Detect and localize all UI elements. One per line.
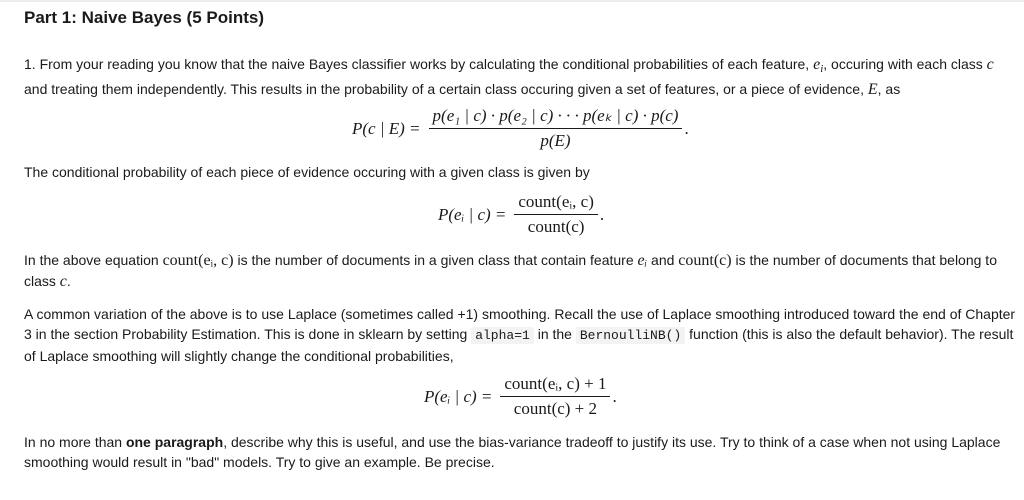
eq1-numerator: p(e₁ | c) · p(e₂ | c) · · · p(eₖ | c) · p(c) (432, 106, 679, 125)
definition-text-b: is the number of documents in a given class that contain feature (233, 252, 638, 268)
eq2-end: . (599, 204, 605, 224)
eq3-fraction (500, 374, 610, 419)
laplace-text-b: in the (533, 326, 576, 342)
eq2-denominator: count(c) (527, 217, 585, 236)
feature-symbol: $e_i$ (813, 56, 824, 75)
top-border (0, 0, 1024, 2)
prompt-text-a: In no more than (24, 434, 126, 450)
intro-text-d: , as (877, 81, 901, 97)
count-feature-class: count(eᵢ, c) (162, 252, 234, 269)
intro-text-b: , occuring with each class (823, 56, 987, 72)
eq3-lhs: P(eᵢ | c) = (424, 386, 493, 406)
conditional-equation (438, 192, 604, 237)
bayes-equation (352, 106, 689, 151)
definition-paragraph (24, 250, 1016, 292)
intro-text-c: and treating them independently. This results in the probability of a certain class occuring given a set of features, or a piece of evidence, (24, 81, 868, 97)
eq3-end: . (612, 386, 617, 406)
evidence-symbol: E (867, 81, 878, 98)
laplace-paragraph (24, 304, 1016, 366)
eq3-numerator: count(eᵢ, c) + 1 (504, 374, 607, 393)
laplace-text-a: A common variation of the above is to use Laplace (sometimes called +1) smoothing. Recall the use of Laplace smoothing introduced toward the end of Chapter 3 in the section Probability Estimation. This is done in sklearn by setting (24, 306, 1016, 342)
prompt-paragraph (24, 432, 1016, 472)
prompt-text-b: , describe why this is useful, and use the bias-variance tradeoff to justify its use. Try to think of a case when not using Laplace smoothing would result in "bad" models. Try to give an example. Be precise. (24, 434, 1001, 470)
count-class: count(c) (678, 252, 732, 269)
intro-text-a: 1. From your reading you know that the naive Bayes classifier works by calculating the conditional probabilities of each feature, (24, 56, 814, 72)
eq2-lhs: P(eᵢ | c) = (438, 204, 507, 224)
section-title: Part 1: Naive Bayes (5 Points) (24, 8, 264, 27)
prompt-emphasis: one paragraph (125, 434, 224, 450)
class-symbol: c (986, 56, 994, 73)
eq1-end: . (684, 118, 689, 138)
conditional-paragraph: The conditional probability of each piece of evidence occuring with a given class is given by (24, 164, 590, 180)
class-symbol-2: c (59, 273, 67, 290)
bernoullinb-code: BernoulliNB() (576, 327, 685, 344)
alpha-code: alpha=1 (471, 327, 534, 344)
eq1-lhs: P(c | E) = (352, 118, 421, 138)
laplace-equation (424, 374, 617, 419)
eq2-fraction (514, 192, 597, 237)
definition-text-a: In the above equation (24, 252, 163, 268)
definition-text-e: . (66, 273, 71, 289)
eq3-denominator: count(c) + 2 (513, 399, 598, 418)
intro-paragraph (24, 54, 1016, 100)
laplace-text-c: function (this is also the default behavior). The result of Laplace smoothing will slightly change the conditional probabilities, (24, 326, 1014, 364)
definition-text-c: and (647, 252, 679, 268)
feature-symbol-2: eᵢ (637, 252, 648, 269)
eq1-denominator: p(E) (540, 131, 571, 150)
eq2-numerator: count(eᵢ, c) (518, 192, 594, 211)
definition-text-d: is the number of documents that belong to class (24, 252, 997, 289)
eq1-fraction (429, 106, 683, 151)
